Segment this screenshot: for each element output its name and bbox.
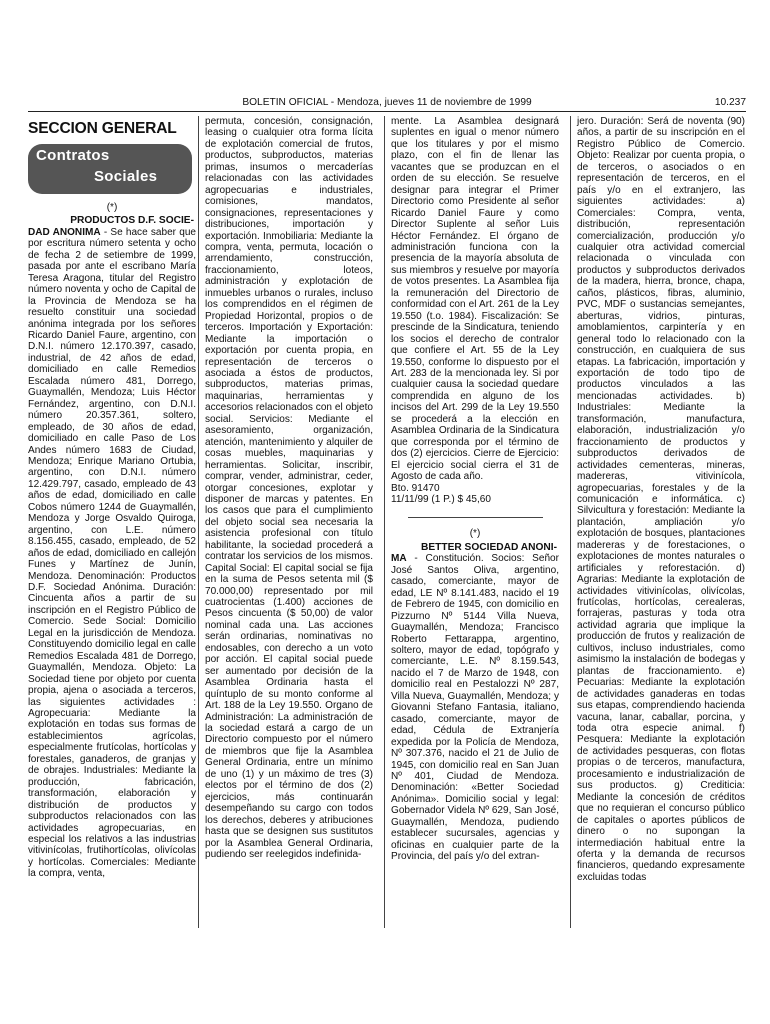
publication-price: 11/11/99 (1 P.) $ 45,60 (391, 493, 491, 505)
notice-text: permuta, concesión, consignación, leasing o cualquier otra forma lícita de explotación comercial de frutos, productos, subproductos, materias primas, insumos o mercaderías relacionadas con las actividades agropecuarias e industriales, comisiones, mandatos, consignaciones, representaciones y distribuciones, importación y exportación. Inmobiliaria: Mediante la compra, venta, permuta, locación o arrendamiento, construcción, fraccionamiento, loteos, administración y explotación de inmuebles urbanos o rurales, incluso los comprendidos en el régimen de Propiedad Horizontal, propios o de terceros. Importación y Exportación: Mediante la importación o exportación por cuenta propia, en representación de terceros o asociada a éstos de productos, subproductos, materias primas, maquinarias, herramientas y accesorios relacionados con el objeto social. Servicios: Mediante el asesoramiento, organización, atención, mantenimiento y alquiler de cosas muebles, maquinarias y herramientas. Solicitar, inscribir, comprar, vender, administrar, ceder, otorgar concesiones, explotar y disponer de marcas y patentes. En los casos que para el cumplimiento del objeto social sea necesaria la asistencia profesional con título habilitante, la sociedad procederá a contratar los servicios de los mismos. Capital Social: El capital social se fija en la suma de Pesos setenta mil ($ 70.000,00) representado por mil cuatrocientas (1.400) acciones de Pesos cincuenta ($ 50,00) de valor nominal cada una. Las acciones serán ordinarias, nominativas no endosables, con derecho a un voto por acción. El capital social puede ser aumentado por decisión de la Asamblea Ordinaria hasta el quíntuplo de su monto conforme al Art. 188 de la Ley 19.550. Organo de Administración: La administración de la sociedad estará a cargo de un Directorio compuesto por el número de miembros que fije la Asamblea General Ordinaria, entre un mínimo de uno (1) y un máximo de tres (3) electos por el término de dos (2) ejercicios, más continuarán desempeñando su cargo con todos los derechos, deberes y atribuciones hasta que se designen sus sustitutos por la Asamblea General Ordinaria, pudiendo ser reelegidos indefinida- (205, 116, 373, 860)
banner-line-2: Sociales (94, 168, 158, 185)
notice-text: jero. Duración: Será de noventa (90) años, a partir de su inscripción en el Registro Público de Comercio. Objeto: Realizar por cuenta propia, o de terceros, o asociados o en representación de terceros, en el país y/o en el extranjero, las siguientes actividades: a) Comerciales: Compra, venta, distribución, representación comercialización, producción y/o cualquier otra actividad comercial relacionada o vinculada con productos y subproductos derivados de la madera, hierra, bronce, chapa, caños, plásticos, fibras, aluminio, PVC, MDF o sustancias semejantes, aberturas, vidrios, pinturas, amoblamientos, carpintería y en general todo lo relacionado con la construcción, en cualquiera de sus etapas. La fabricación, importación y exportación de todo tipo de productos vinculados a las mencionadas actividades. b) Industriales: Mediante la transformación, manufactura, elaboración, industrialización y/o fraccionamiento de productos y subproductos derivados de actividades cementeras, mineras, madereras, vitivinícola, agropecuarias, forestales y de la comunicación e informática. c) Silvicultura y forestación: Mediante la plantación, ampliación y/o explotación de bosques, plantaciones madereras y de forestaciones, o explotaciones de montes naturales o artificiales y reforestación. d) Agrarias: Mediante la explotación de actividades vitivinícolas, olivícolas, frutícolas, hortícolas, cerealeras, forrajeras, pasturas y toda otra actividad agraria que implique la producción de frutos y realización de cultivos, incluso industriales, como asimismo la instalación de bodegas y plantas de fraccionamiento. e) Pecuarias: Mediante la explotación de actividades ganaderas en todas sus etapas, comprendiendo hacienda vacuna, lanar, caballar, porcina, y toda otra especie animal. f) Pesquera: Mediante la explotación de actividades pesqueras, con flotas propias o de terceros, manufactura, procesamiento e industrialización de sus productos. g) Crediticia: Mediante la concesión de créditos que no requieran el concurso público de capitales o aportes públicos de dinero o no supongan la intermediación habitual entre la oferta y la demanda de recursos financieros, quedando expresamente excluidas todas (577, 116, 745, 883)
notice-body (391, 553, 559, 862)
column-divider (198, 116, 199, 928)
column-4 (577, 116, 745, 883)
page-number: 10.237 (714, 97, 746, 108)
notice-heading-cont: DAD ANONIMA (28, 226, 101, 238)
newspaper-title: BOLETIN OFICIAL - Mendoza, jueves 11 de noviembre de 1999 (242, 97, 532, 108)
bulletin-number: Bto. 91470 (391, 482, 440, 494)
column-2 (205, 116, 373, 860)
section-title: SECCION GENERAL (28, 120, 177, 137)
banner-line-1: Contratos (36, 147, 110, 164)
notice-marker: (*) (106, 202, 118, 213)
notice-body (28, 227, 196, 880)
column-divider (384, 116, 385, 928)
notice-heading: BETTER SOCIEDAD ANONI- (420, 541, 557, 553)
column-divider (570, 116, 571, 928)
section-banner (28, 144, 192, 194)
notice-heading-cont: MA (391, 553, 407, 565)
notice-text: mente. La Asamblea designará suplentes en igual o menor número que los titulares y por el mismo plazo, con el fin de llenar las vacantes que se produzcan en el orden de su elección. Se resuelve designar para integrar el Primer Directorio como Presidente al señor Ricardo Daniel Faure y como Director Suplente al señor Luis Héctor Fernández. El órgano de administración funciona con la presencia de la mayoría absoluta de sus miembros y resuelve por mayoría de votos presentes. La Asamblea fija la remuneración del Directorio de conformidad con el Art. 261 de la Ley 19.550 (t.o. 1984). Fiscalización: Se prescinde de la Sindicatura, teniendo los socios el derecho de contralor que confiere el Art. 55 de la Ley 19.550, conforme lo dispuesto por el Art. 283 de la mencionada ley. Si por cualquier causa la sociedad quedare comprendida en alguno de los incisos del Art. 299 de la Ley 19.550 se procederá a la elección en Asamblea Ordinaria de la Sindicatura que corresponda por el término de dos (2) ejercicios. Cierre de Ejercicio: El ejercicio social cierra el 31 de Agosto de cada año. (391, 116, 559, 483)
column-3 (391, 116, 559, 863)
page-header (28, 97, 746, 112)
notice-heading: PRODUCTOS D.F. SOCIE- (70, 215, 194, 227)
notice-marker: (*) (469, 528, 481, 540)
notice-separator (408, 517, 543, 518)
notice-text: - Constitución. Socios: Señor José Santos Oliva, argentino, casado, comerciante, mayor de edad, LE Nº 8.141.483, nacido el 19 de Febrero de 1945, con domicilio en Pizzurno Nº 5144 Villa Nueva, Guaymallén, Mendoza; Francisco Roberto Fettarappa, argentino, soltero, mayor de edad, topógrafo y comerciante, L.E. Nº 8.159.543, nacido el 7 de Marzo de 1948, con domicilio real en Pestalozzi Nº 287, Villa Nueva, Guaymallén, Mendoza; y Giovanni Stefano Fantasia, italiano, casado, comerciante, mayor de edad, Cédula de Extranjería expedida por la Policía de Mendoza, Nº 307.376, nacido el 21 de Julio de 1945, con domicilio real en San Juan Nº 401, Ciudad de Mendoza. Denominación: «Better Sociedad Anónima». Domicilio social y legal: Gobernador Videla Nº 629, San José, Guaymallén, Mendoza, pudiendo establecer sucursales, agencias y oficinas en cualquier parte de la Provincia, del país y/o del extran- (391, 553, 559, 863)
notice-text: - Se hace saber que por escritura número setenta y ocho de fecha 2 de setiembre de 1999, pasada por ante el escribano María Teresa Aragona, titular del Registro número noventa y ocho de Capital de la Provincia de Mendoza se ha resuelto constituir una sociedad anónima integrada por los señores Ricardo Daniel Faure, argentino, con D.N.I. número 12.170.397, casado, industrial, de 42 años de edad, domiciliado en calle Remedios Escalada número 481, Dorrego, Guaymallén, Mendoza; Luis Héctor Fernández, argentino, con D.N.I. número 20.357.361, soltero, empleado, de 30 años de edad, domiciliado en calle Paso de Los Andes número 1683 de Ciudad, Mendoza; Enrique Mariano Ortubia, argentino, con D.N.I. número 12.429.797, casado, empleado de 43 años de edad, domiciliado en calle Cobos número 1244 de Guaymallén, Mendoza y Jorge Osvaldo Quiroga, argentino, con L.E. número 8.156.455, casado, empleado, de 52 años de edad, domiciliado en callejón Funes y Martínez de Junín, Mendoza. Denominación: Productos D.F. Sociedad Anónima. Duración: Cincuenta años a partir de su inscripción en el Registro Público de Comercio. Sede Social: Domicilio Legal en la jurisdicción de Mendoza. Constituyendo domicilio legal en calle Remedios Escalada 481 de Dorrego, Guaymallén, Mendoza. Objeto: La Sociedad tiene por objeto por cuenta propia, ajena o asociada a terceros, las siguientes actividades : Agropecuaria: Mediante la explotación en todas sus formas de establecimientos agrícolas, especialmente frutícolas, hortícolas y forestales, ganaderos, de granjas y de obrajes. Industriales: Mediante la producción, fabricación, transformación, elaboración y distribución de productos y subproductos relacionados con las actividades agropecuarias, en especial los relativos a las industrias vitivinícolas, frutihortícolas, olivícolas y hortícolas. Comerciales: Mediante la compra, venta, (28, 226, 196, 880)
column-1 (28, 118, 196, 880)
